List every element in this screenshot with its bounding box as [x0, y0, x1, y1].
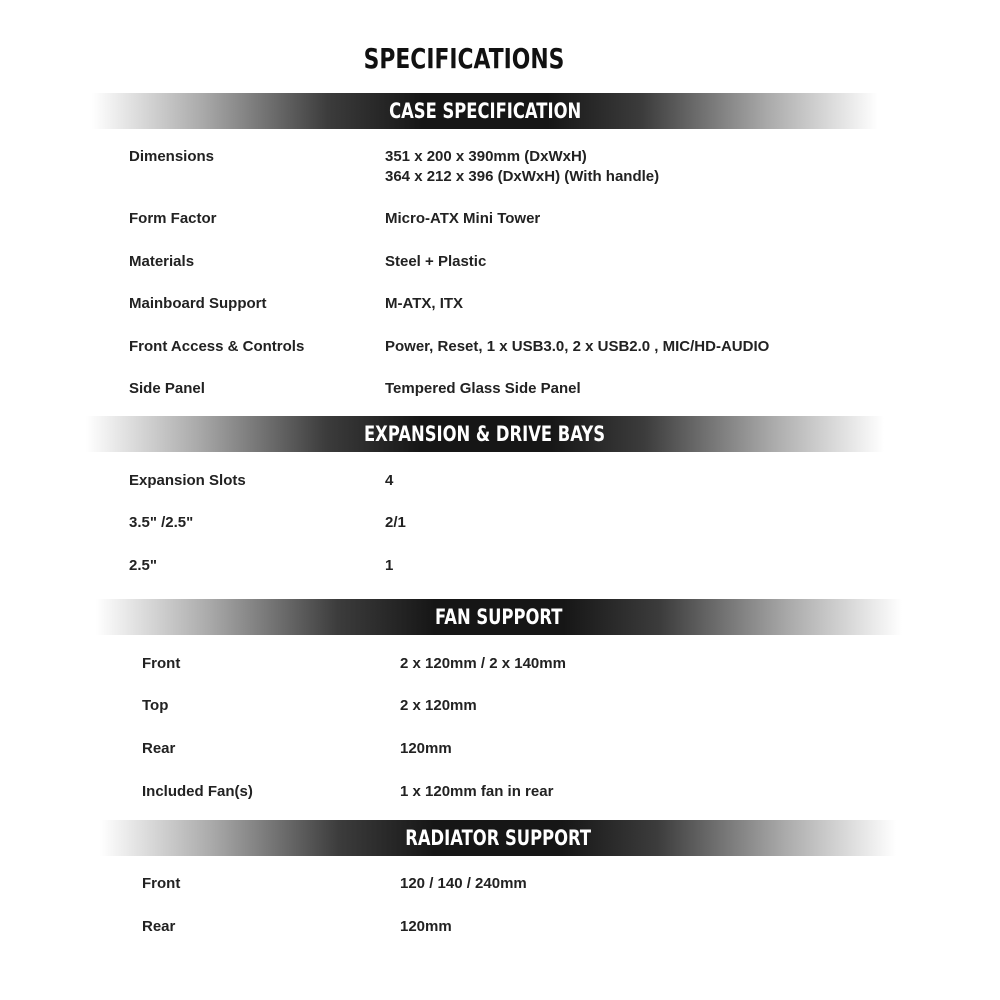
spec-label: Side Panel: [129, 380, 205, 397]
spec-label: Expansion Slots: [129, 472, 246, 489]
section-title: RADIATOR SUPPORT: [405, 826, 591, 850]
spec-value: 120 / 140 / 240mm: [400, 875, 527, 892]
spec-value: 1: [385, 557, 394, 574]
spec-value: Tempered Glass Side Panel: [385, 380, 581, 397]
spec-label: Included Fan(s): [142, 783, 253, 800]
section-banner-radiator-support: [100, 820, 896, 856]
spec-label: 2.5": [129, 557, 157, 574]
section-banner-expansion-drive-bays: [86, 416, 884, 452]
spec-value: Steel + Plastic: [385, 253, 487, 270]
spec-label: Front: [142, 655, 181, 672]
spec-label: Form Factor: [129, 210, 217, 227]
spec-value: M-ATX, ITX: [385, 295, 464, 312]
spec-label: Rear: [142, 918, 176, 935]
spec-value: 2 x 120mm / 2 x 140mm: [400, 655, 566, 672]
section-banner-fan-support: [96, 599, 902, 635]
page-title: SPECIFICATIONS: [363, 42, 565, 75]
spec-value: 1 x 120mm fan in rear: [400, 783, 554, 800]
section-title: EXPANSION & DRIVE BAYS: [364, 422, 606, 446]
spec-label: Mainboard Support: [129, 295, 267, 312]
section-title: CASE SPECIFICATION: [388, 99, 582, 123]
section-banner-case-specification: [92, 93, 878, 129]
spec-value: 4: [385, 472, 394, 489]
section-title: FAN SUPPORT: [435, 605, 563, 629]
spec-label: Front: [142, 875, 181, 892]
spec-value: Micro-ATX Mini Tower: [385, 210, 541, 227]
spec-label: Rear: [142, 740, 176, 757]
spec-value: 120mm: [400, 918, 452, 935]
spec-label: Top: [142, 697, 169, 714]
spec-value: 351 x 200 x 390mm (DxWxH): [385, 148, 587, 165]
spec-label: 3.5" /2.5": [129, 514, 194, 531]
spec-value: 2 x 120mm: [400, 697, 477, 714]
spec-value: Power, Reset, 1 x USB3.0, 2 x USB2.0 , MIC/HD-AUDIO: [385, 338, 770, 355]
spec-label: Materials: [129, 253, 195, 270]
spec-value: 120mm: [400, 740, 452, 757]
spec-value: 364 x 212 x 396 (DxWxH) (With handle): [385, 168, 660, 185]
spec-value: 2/1: [385, 514, 406, 531]
spec-label: Dimensions: [129, 148, 215, 165]
spec-label: Front Access & Controls: [129, 338, 305, 355]
